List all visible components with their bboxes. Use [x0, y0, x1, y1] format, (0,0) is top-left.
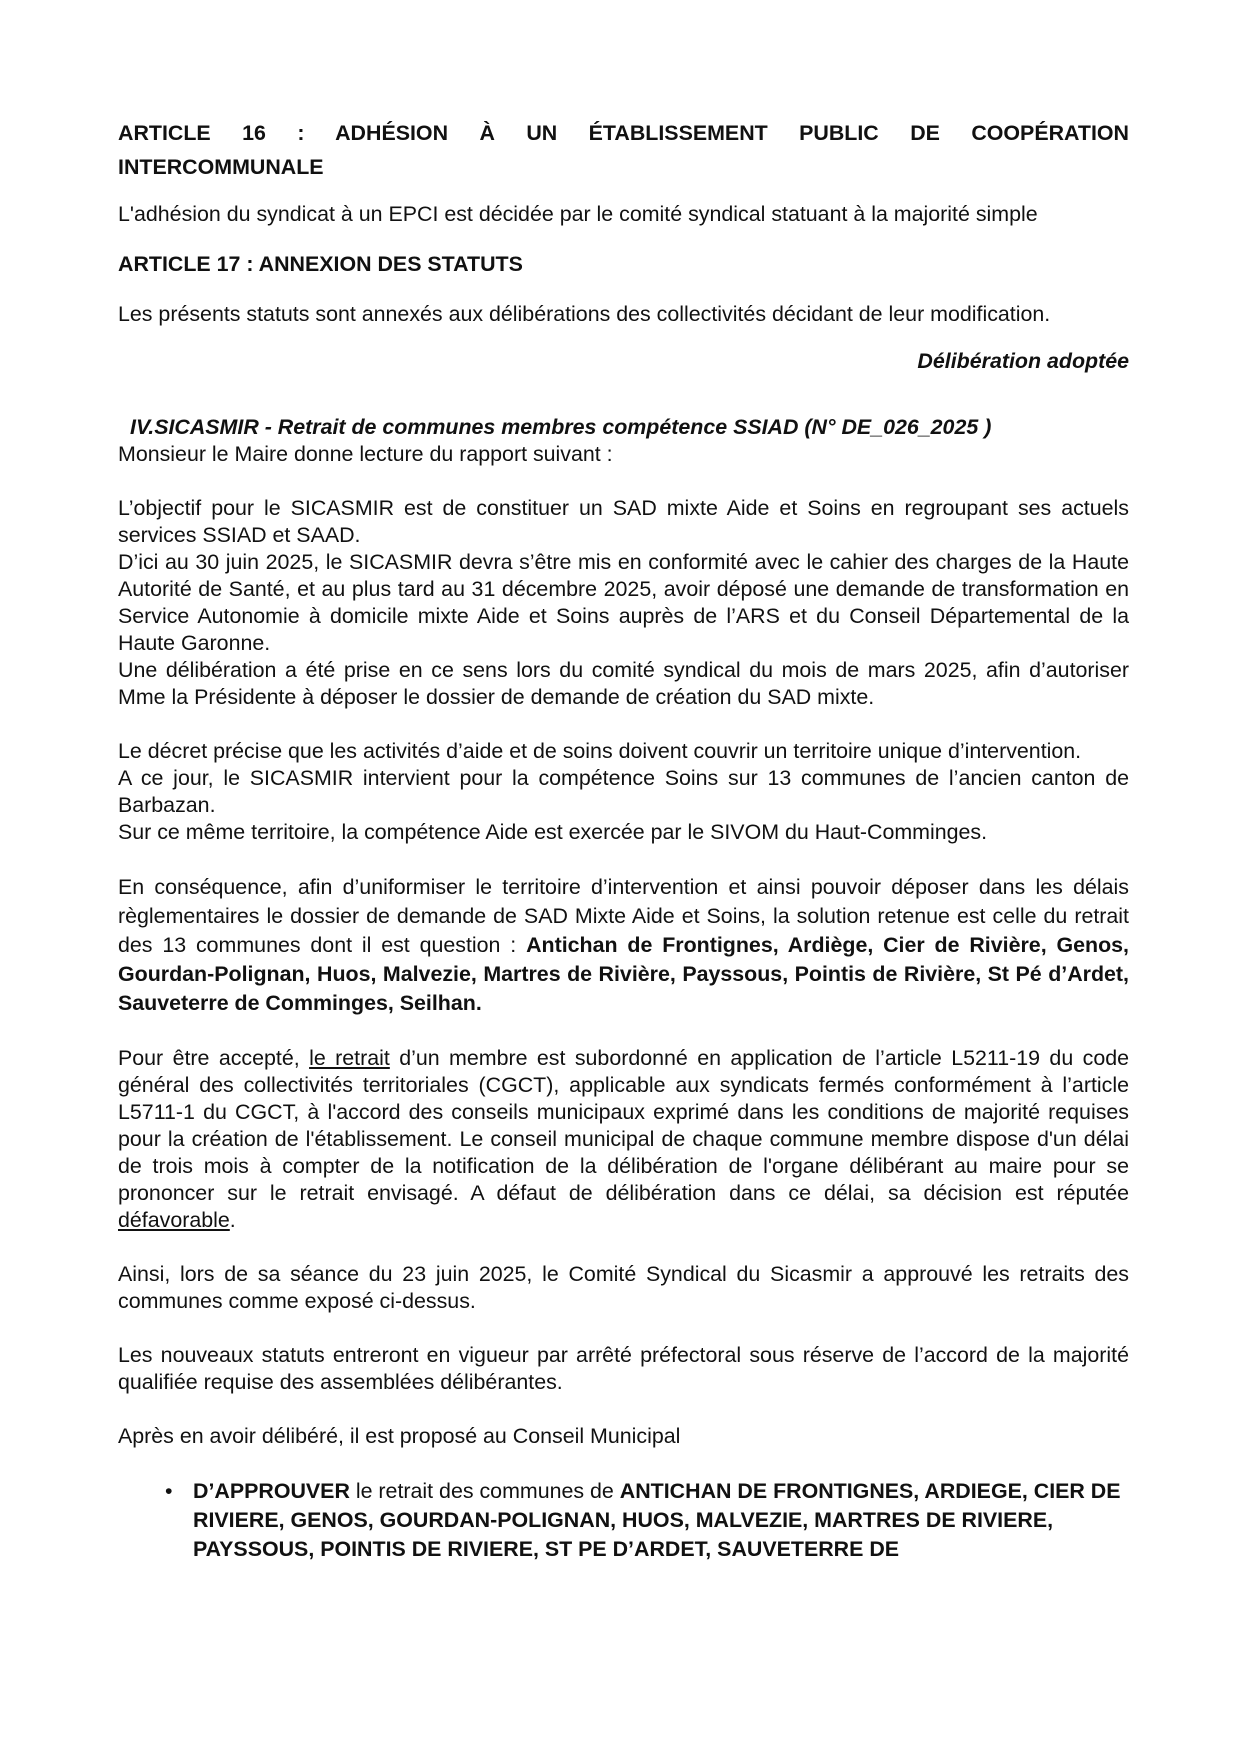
decision-verb: D’APPROUVER — [193, 1479, 350, 1503]
consequence-text: En conséquence, afin d’uniformiser le territoire d’intervention et ainsi pouvoir déposer dans les délais règlementaires le dossier de demande de SAD Mixte Aide et Soins, la solution retenue est celle du retrait des 13 communes dont il est question : — [118, 875, 1129, 957]
paragraph-line: L’objectif pour le SICASMIR est de constituer un SAD mixte Aide et Soins en regroupant ses actuels services SSIAD et SAAD. — [118, 496, 1129, 547]
decision-list — [118, 1477, 1129, 1564]
article-17-heading: ARTICLE 17 : ANNEXION DES STATUTS — [118, 252, 523, 276]
paragraph-decree — [118, 738, 1129, 846]
adopted-label: Délibération adoptée — [917, 349, 1129, 373]
article-17-body: Les présents statuts sont annexés aux délibérations des collectivités décidant de leur modification. — [118, 302, 1051, 326]
paragraph-line: Sur ce même territoire, la compétence Aide est exercée par le SIVOM du Haut-Comminges. — [118, 820, 988, 844]
paragraph-proposal: Après en avoir délibéré, il est proposé au Conseil Municipal — [118, 1424, 681, 1448]
bullet-icon: • — [165, 1479, 173, 1503]
article-16-heading — [118, 116, 1129, 184]
paragraph-seance: Ainsi, lors de sa séance du 23 juin 2025, le Comité Syndical du Sicasmir a approuvé les retraits des communes comme exposé ci-dessus. — [118, 1262, 1129, 1313]
paragraph-line: A ce jour, le SICASMIR intervient pour la compétence Soins sur 13 communes de l’ancien canton de Barbazan. — [118, 766, 1129, 817]
paragraph-acceptance — [118, 1045, 1129, 1234]
paragraph-objective — [118, 495, 1129, 711]
acceptance-text: Pour être accepté, — [118, 1046, 310, 1070]
acceptance-text: d’un membre est subordonné en application de l’article L5211-19 du code général des collectivités territoriales (CGCT), applicable aux syndicats fermés conformément à l’article L5711-1 du CGCT, à l'accord des conseils municipaux exprimé dans les conditions de majorité requises pour la création de l'établissement. Le conseil municipal de chaque commune membre dispose d'un délai de trois mois à compter de la notification de la délibération de l'organe délibérant au maire pour se prononcer sur le retrait envisagé. A défaut de délibération dans ce délai, sa décision est réputée — [118, 1046, 1130, 1205]
decision-text: le retrait des communes de — [349, 1479, 620, 1503]
paragraph-statuts: Les nouveaux statuts entreront en vigueur par arrêté préfectoral sous réserve de l’accord de la majorité qualifiée requise des assemblées délibérantes. — [118, 1343, 1129, 1394]
acceptance-text: . — [229, 1208, 236, 1232]
communes-list: Antichan de Frontignes, Ardiège, Cier de Rivière, Genos, Gourdan-Polignan, Huos, Malvezie, Martres de Rivière, Payssous, Pointis de Rivière, St Pé d’Ardet, Sauveterre de Comminges, Seilhan. — [118, 933, 1129, 1015]
article-16-heading-line1: ARTICLE 16 : ADHÉSION À UN ÉTABLISSEMENT PUBLIC DE COOPÉRATION — [118, 121, 1129, 145]
section-title: IV.SICASMIR - Retrait de communes membres compétence SSIAD (N° DE_026_2025 ) — [130, 415, 992, 439]
article-16-heading-line2: INTERCOMMUNALE — [118, 155, 324, 179]
paragraph-consequence — [118, 873, 1129, 1018]
article-16-body: L'adhésion du syndicat à un EPCI est décidée par le comité syndical statuant à la majorité simple — [118, 202, 1038, 226]
paragraph-line: D’ici au 30 juin 2025, le SICASMIR devra s’être mis en conformité avec le cahier des charges de la Haute Autorité de Santé, et au plus tard au 31 décembre 2025, avoir déposé une demande de transformation en Service Autonomie à domicile mixte Aide et Soins auprès de l’ARS et du Conseil Départemental de la Haute Garonne. — [118, 550, 1129, 655]
decision-communes: ANTICHAN DE FRONTIGNES, ARDIEGE, CIER DE RIVIERE, GENOS, GOURDAN-POLIGNAN, HUOS, MALVEZIE, MARTRES DE RIVIERE, PAYSSOUS, POINTIS DE RIVIERE, ST PE D’ARDET, SAUVETERRE DE — [193, 1479, 1121, 1561]
paragraph-line: Une délibération a été prise en ce sens lors du comité syndical du mois de mars 2025, afin d’autoriser Mme la Présidente à déposer le dossier de demande de création du SAD mixte. — [118, 658, 1129, 709]
underlined-defavorable: défavorable — [118, 1208, 230, 1232]
decision-item — [165, 1477, 1129, 1564]
section-intro: Monsieur le Maire donne lecture du rapport suivant : — [118, 442, 613, 466]
paragraph-line: Le décret précise que les activités d’aide et de soins doivent couvrir un territoire unique d’intervention. — [118, 739, 1082, 763]
underlined-retrait: le retrait — [309, 1046, 390, 1070]
